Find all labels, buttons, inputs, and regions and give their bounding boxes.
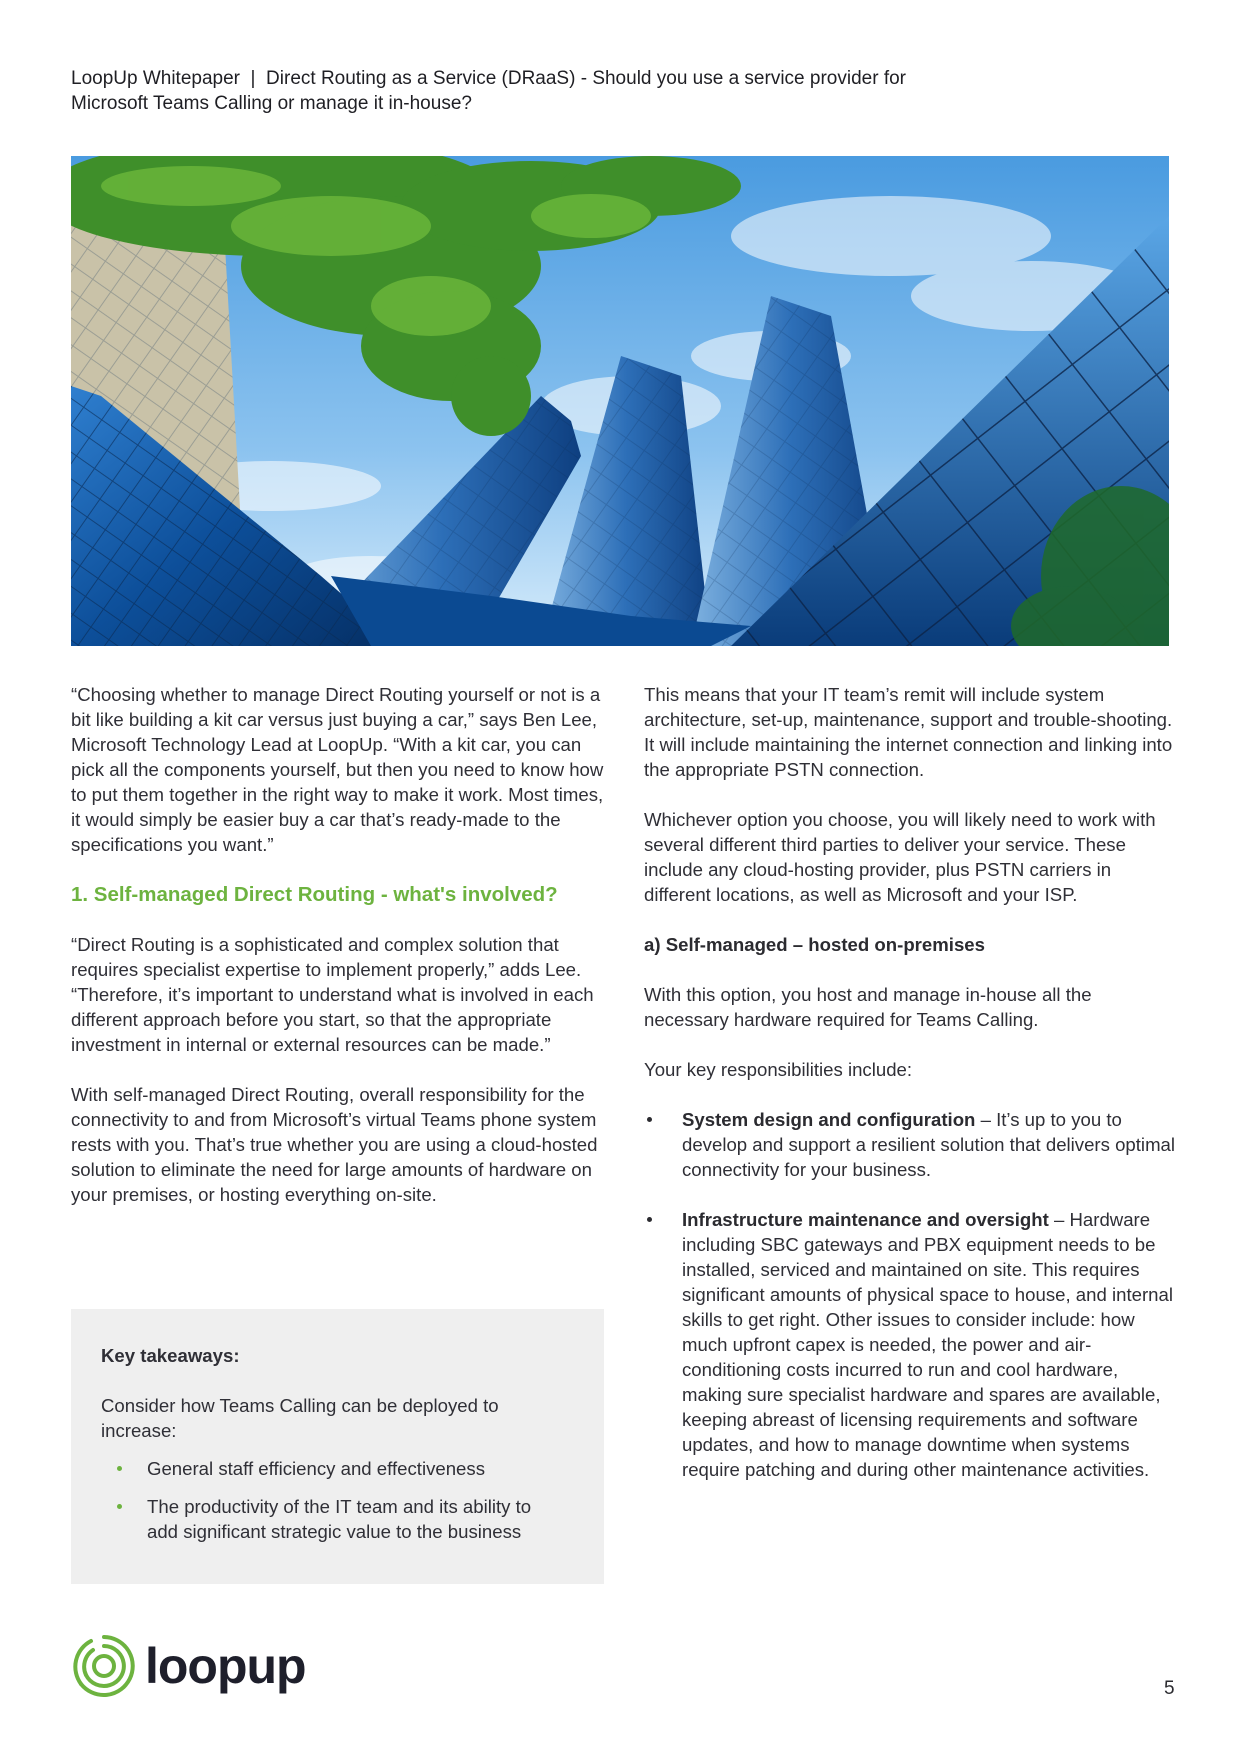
loopup-spiral-icon (71, 1633, 137, 1699)
responsibility-text: – It’s up to you to develop and support a resilient solution that delivers optimal connectivity for your business. (682, 1109, 1176, 1180)
logo-wordmark: loopup (145, 1638, 306, 1694)
takeaways-list (101, 1456, 604, 1544)
right-paragraph-2: Whichever option you choose, you will likely need to work with several different third parties to deliver your service. These include any cloud-hosting provider, plus PSTN carriers in different locations, as well as Microsoft and your ISP. (644, 809, 1156, 905)
hero-image (71, 156, 1169, 646)
document-header (71, 66, 1031, 116)
responsibility-title: Infrastructure maintenance and oversight (682, 1209, 1049, 1230)
header-line-1: LoopUp Whitepaper | Direct Routing as a Service (DRaaS) - Should you use a service provider for (71, 68, 906, 89)
key-takeaways-box (71, 1309, 604, 1584)
left-paragraph-2: With self-managed Direct Routing, overall responsibility for the connectivity to and from Microsoft’s virtual Teams phone system rests with you. That’s true whether you are using a cloud-hosted solution to eliminate the need for large amounts of hardware on your premises, or hosting everything on-site. (71, 1084, 598, 1205)
loopup-logo (71, 1633, 306, 1699)
responsibilities-list (644, 1107, 1179, 1482)
responsibility-title: System design and configuration (682, 1109, 976, 1130)
takeaways-intro: Consider how Teams Calling can be deployed to increase: (101, 1395, 499, 1441)
takeaways-title: Key takeaways: (101, 1345, 240, 1366)
section-heading: 1. Self-managed Direct Routing - what's involved? (71, 883, 558, 906)
sub-heading: a) Self-managed – hosted on-premises (644, 934, 985, 955)
responsibility-item (644, 1207, 1179, 1482)
right-paragraph-4: Your key responsibilities include: (644, 1059, 913, 1080)
responsibility-text: – Hardware including SBC gateways and PBX equipment needs to be installed, serviced and maintained on site. This requires significant amounts of physical space to house, and internal skills to get right. Other issues to consider include: how much upfront capex is needed, the power and air-conditioning costs incurred to run and cool hardware, making sure specialist hardware and spares are available, keeping abreast of licensing requirements and software updates, and how to manage downtime when systems require patching and during other maintenance activities. (682, 1209, 1173, 1480)
left-column (71, 682, 606, 1232)
responsibility-item (644, 1107, 1179, 1182)
intro-quote: “Choosing whether to manage Direct Routing yourself or not is a bit like building a kit car versus just buying a car,” says Ben Lee, Microsoft Technology Lead at LoopUp. “With a kit car, you can pick all the components yourself, but then you need to know how to put them together in the right way to make it work. Most times, it would simply be easier buy a car that’s ready-made to the specifications you want.” (71, 684, 604, 855)
page-number: 5 (1164, 1678, 1175, 1699)
right-paragraph-3: With this option, you host and manage in-house all the necessary hardware required for Teams Calling. (644, 984, 1092, 1030)
bullet-icon (647, 1117, 652, 1122)
takeaways-list-item (101, 1456, 547, 1481)
takeaways-item-text: The productivity of the IT team and its ability to add significant strategic value to the business (147, 1496, 532, 1542)
green-bullet-icon (117, 1504, 122, 1509)
right-paragraph-1: This means that your IT team’s remit will include system architecture, set-up, maintenance, support and trouble-shooting. It will include maintaining the internet connection and linking into the appropriate PSTN connection. (644, 684, 1173, 780)
bullet-icon (647, 1217, 652, 1222)
skyscrapers-photo (71, 156, 1169, 646)
takeaways-item-text: General staff efficiency and effectiveness (147, 1458, 485, 1479)
green-bullet-icon (117, 1466, 122, 1471)
right-column (644, 682, 1179, 1507)
left-paragraph-1: “Direct Routing is a sophisticated and complex solution that requires specialist expertise to implement properly,” adds Lee. “Therefore, it’s important to understand what is involved in each different approach before you start, so that the appropriate investment in internal or external resources can be made.” (71, 934, 594, 1055)
header-line-2: Microsoft Teams Calling or manage it in-house? (71, 93, 472, 114)
takeaways-list-item (101, 1494, 547, 1544)
